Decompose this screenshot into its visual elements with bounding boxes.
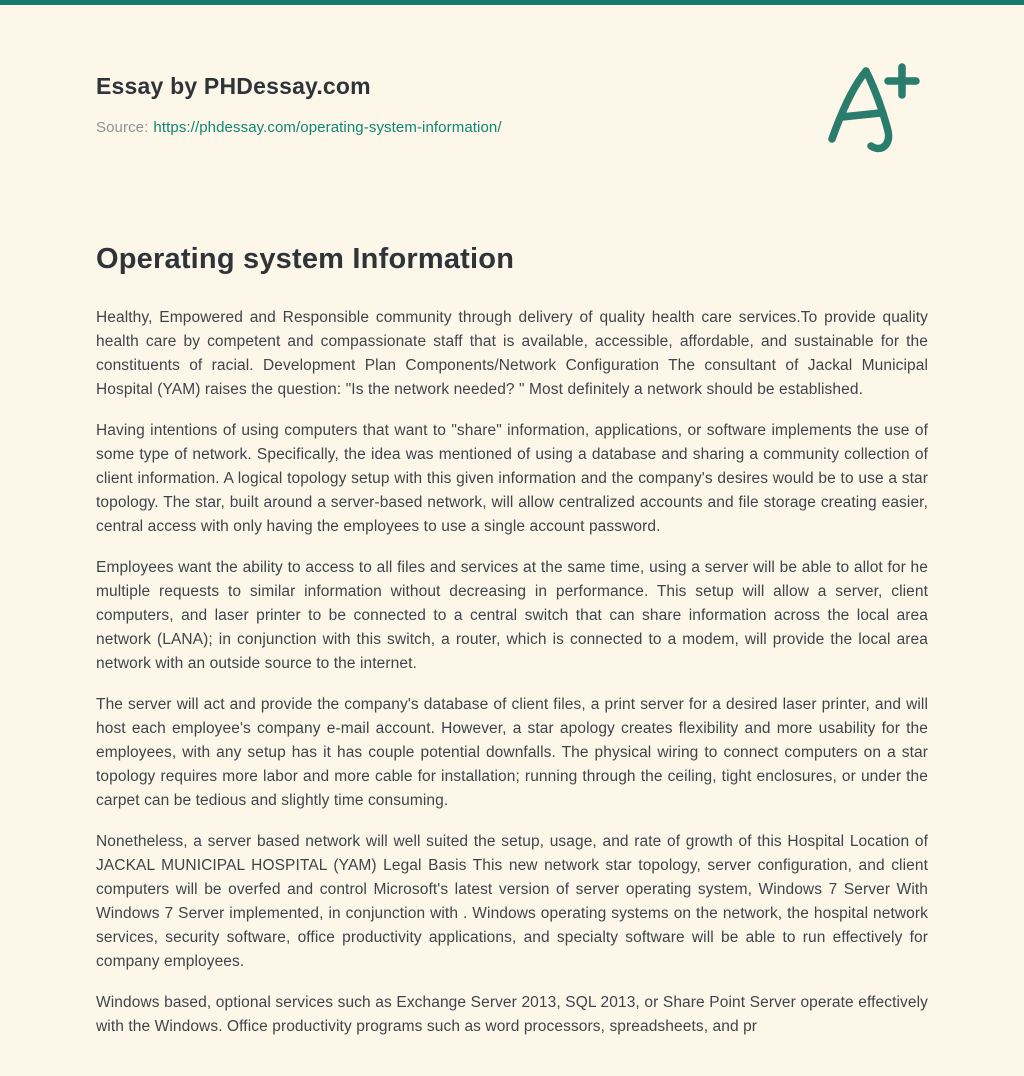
essay-paragraph-3: Employees want the ability to access to all files and services at the same time, using a server will be able to allot for he multiple requests to similar information without decreasing in performance. This setup will allow a server, client computers, and laser printer to be connected to a central switch that can share information across the local area network (LANA); in conjunction with this switch, a router, which is connected to a modem, will provide the local area network with an outside source to the internet. (96, 559, 928, 672)
essay-paragraph-2: Having intentions of using computers that want to "share" information, applications, or software implements the use of some type of network. Specifically, the idea was mentioned of using a database and sharing a community collection of client information. A logical topology setup with this given information and the company's desires would be to use a star topology. The star, built around a server-based network, will allow centralized accounts and file storage creating easier, central access with only having the employees to use a single account password. (96, 422, 928, 535)
phdessay-a-plus-logo-icon (818, 59, 928, 159)
essay-paragraph-5: Nonetheless, a server based network will well suited the setup, usage, and rate of growth of this Hospital Location of JACKAL MUNICIPAL HOSPITAL (YAM) Legal Basis This new network star topology, server configuration, and client computers will be overfed and control Microsoft's latest version of server operating system, Windows 7 Server With Windows 7 Server implemented, in conjunction with . Windows operating systems on the network, the hospital network services, security software, office productivity applications, and specialty software will be able to run effectively for company employees. (96, 833, 928, 970)
essay-paragraph-6: Windows based, optional services such as Exchange Server 2013, SQL 2013, or Share Point Server operate effectively with the Windows. Office productivity programs such as word processors, spreadsheets, and pr (96, 994, 928, 1035)
essay-paragraph-4: The server will act and provide the company's database of client files, a print server for a desired laser printer, and will host each employee's company e-mail account. However, a star apology creates flexibility and more usability for the employees, with any setup has it has couple potential downfalls. The physical wiring to connect computers on a star topology requires more labor and more cable for installation; running through the ceiling, tight enclosures, or under the carpet can be tedious and slightly time consuming. (96, 696, 928, 809)
page-header (96, 73, 928, 159)
source-label: Source: (96, 119, 149, 136)
source-line (96, 119, 502, 136)
essay-body (96, 306, 928, 1039)
essay-by-heading: Essay by PHDessay.com (96, 73, 371, 99)
header-text-block (96, 73, 502, 136)
essay-title: Operating system Information (96, 243, 515, 275)
source-url-link[interactable]: https://phdessay.com/operating-system-information/ (153, 119, 502, 136)
page-content (0, 5, 1024, 1039)
essay-paragraph-1: Healthy, Empowered and Responsible community through delivery of quality health care services.To provide quality health care by competent and compassionate staff that is available, accessible, affordable, and sustainable for the constituents of racial. Development Plan Components/Network Configuration The consultant of Jackal Municipal Hospital (YAM) raises the question: "Is the network needed? " Most definitely a network should be established. (96, 309, 928, 398)
